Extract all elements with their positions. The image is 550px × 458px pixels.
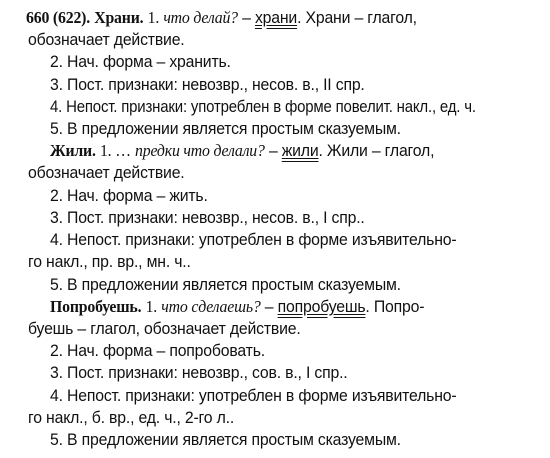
list-item: 3. Пост. признаки: невозвр., сов. в., I спр.. bbox=[50, 363, 348, 382]
list-item: 3. Пост. признаки: невозвр., несов. в., I спр.. bbox=[50, 208, 365, 227]
question-number: 1. bbox=[145, 297, 158, 316]
list-item: 3. Пост. признаки: невозвр., несов. в., II спр. bbox=[50, 75, 365, 94]
list-item: 4. Непост. признаки: употреблен в форме изъявительно- bbox=[50, 230, 457, 249]
definition-text: . Храни – глагол, bbox=[297, 8, 417, 27]
question-number: 1. … bbox=[99, 141, 131, 160]
list-item-continuation: го накл., пр. вр., мн. ч.. bbox=[28, 252, 191, 271]
question-text: предки что делали? bbox=[135, 141, 265, 160]
list-item: 2. Нач. форма – попробовать. bbox=[50, 341, 265, 360]
answer-word: храни bbox=[254, 8, 298, 27]
list-item: 2. Нач. форма – жить. bbox=[50, 186, 208, 205]
answer-word: жили bbox=[281, 141, 319, 160]
list-item-continuation: го накл., б. вр., ед. ч., 2-го л.. bbox=[28, 408, 235, 427]
list-item: 5. В предложении является простым сказуемым. bbox=[50, 275, 401, 294]
text-line: буешь – глагол, обозначает действие. bbox=[28, 319, 301, 338]
analyzed-word: Попробуешь. bbox=[50, 297, 142, 316]
text-line: обозначает действие. bbox=[28, 163, 185, 182]
list-item: 4. Непост. признаки: употреблен в форме повелит. накл., ед. ч. bbox=[50, 97, 476, 116]
analyzed-word: Храни. bbox=[94, 8, 144, 27]
text-line: обозначает действие. bbox=[28, 30, 185, 49]
list-item: 2. Нач. форма – хранить. bbox=[50, 52, 231, 71]
word-header-line bbox=[50, 141, 463, 161]
list-item: 5. В предложении является простым сказуемым. bbox=[50, 430, 401, 449]
list-item: 4. Непост. признаки: употреблен в форме изъявительно- bbox=[50, 386, 457, 405]
analyzed-word: Жили. bbox=[50, 141, 96, 160]
dash: – bbox=[264, 297, 274, 316]
list-item: 5. В предложении является простым сказуемым. bbox=[50, 119, 401, 138]
exercise-number: 660 (622). bbox=[26, 8, 91, 27]
word-header-line bbox=[50, 297, 452, 317]
answer-word: попробуешь bbox=[277, 297, 366, 316]
exercise-header-line bbox=[26, 8, 446, 28]
question-number: 1. bbox=[147, 8, 160, 27]
definition-text: . Жили – глагол, bbox=[318, 141, 435, 160]
question-text: что сделаешь? bbox=[161, 297, 261, 316]
question-text: что делай? bbox=[163, 8, 238, 27]
definition-text: . Попро- bbox=[365, 297, 425, 316]
dash: – bbox=[268, 141, 278, 160]
dash: – bbox=[242, 8, 251, 27]
